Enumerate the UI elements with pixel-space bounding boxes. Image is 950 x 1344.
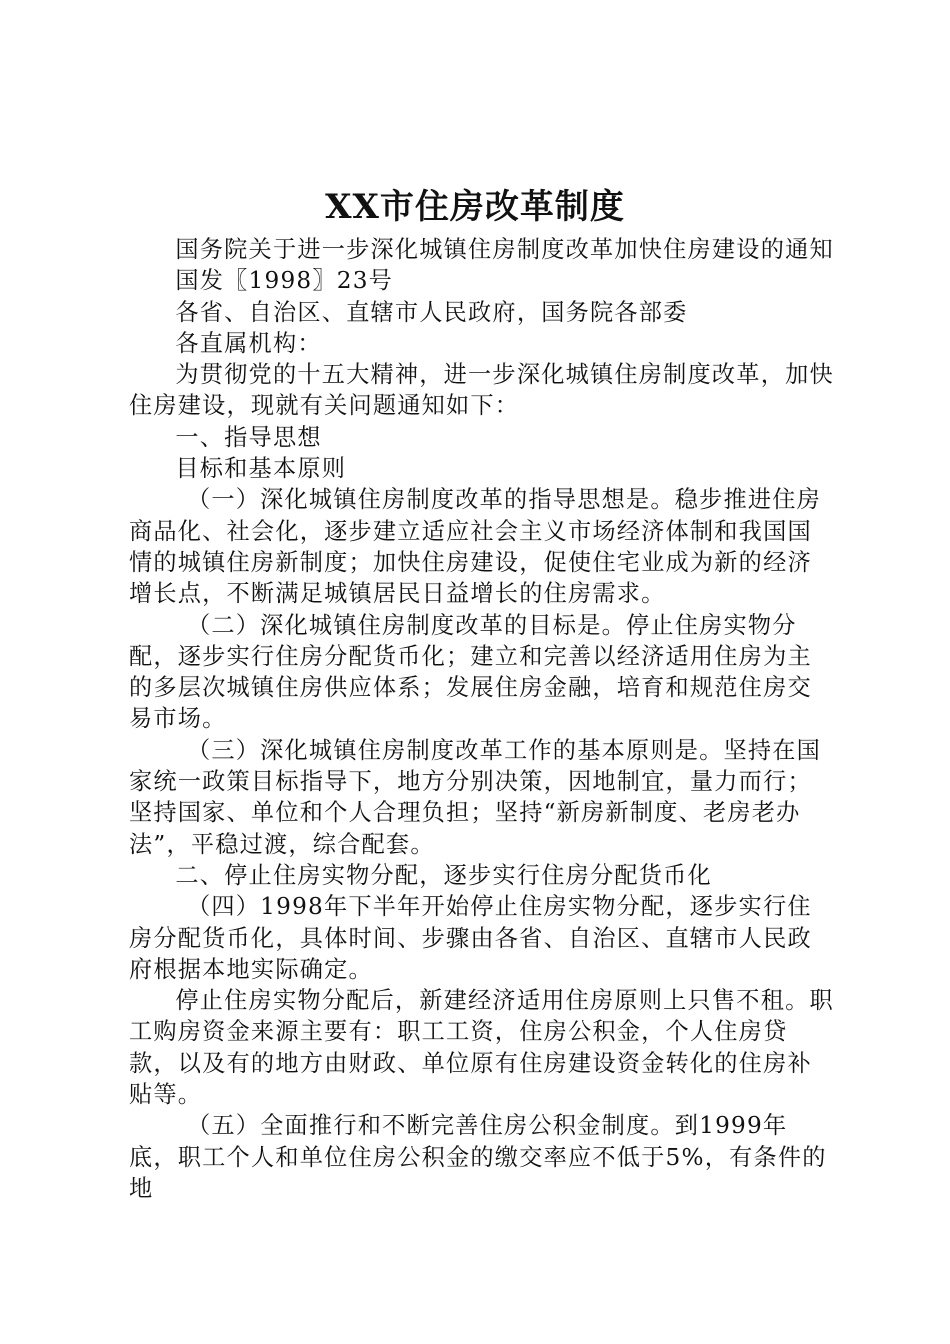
- section-heading: 二、停止住房实物分配，逐步实行住房分配货币化: [175, 861, 712, 889]
- paragraph: 国务院关于进一步深化城镇住房制度改革加快住房建设的通知: [175, 236, 834, 263]
- paragraph: 各省、自治区、直辖市人民政府，国务院各部委: [175, 298, 688, 326]
- paragraph: 各直属机构：: [175, 329, 322, 357]
- numbered-paragraph: （一）深化城镇住房制度改革的指导思想是。稳步推进住房商品化、社会化，逐步建立适应社会主义市场经济体制和我国国情的城镇住房新制度；加快住房建设，促使住宅业成为新的经济增长点，不断满足城镇居民日益增长的住房需求。: [129, 486, 822, 608]
- numbered-paragraph: （三）深化城镇住房制度改革工作的基本原则是。坚持在国家统一政策目标指导下，地方分别决策，因地制宜，量力而行；坚持国家、单位和个人合理负担；坚持“新房新制度、老房老办法”，平稳过渡，综合配套。: [129, 736, 822, 858]
- section-heading: 一、指导思想: [175, 423, 322, 451]
- section-heading: 目标和基本原则: [175, 455, 347, 483]
- document-body: [129, 234, 835, 1204]
- paragraph: 国发〖1998〗23号: [175, 267, 394, 295]
- numbered-paragraph: （五）全面推行和不断完善住房公积金制度。到1999年底，职工个人和单位住房公积金的缴交率应不低于5%，有条件的地: [129, 1112, 827, 1202]
- paragraph: 停止住房实物分配后，新建经济适用住房原则上只售不租。职工购房资金来源主要有：职工工资，住房公积金，个人住房贷款，以及有的地方由财政、单位原有住房建设资金转化的住房补贴等。: [129, 987, 834, 1109]
- document-title: XX市住房改革制度: [325, 187, 625, 227]
- numbered-paragraph: （二）深化城镇住房制度改革的目标是。停止住房实物分配，逐步实行住房分配货币化；建立和完善以经济适用住房为主的多层次城镇住房供应体系；发展住房金融，培育和规范住房交易市场。: [129, 611, 812, 733]
- numbered-paragraph: （四）1998年下半年开始停止住房实物分配，逐步实行住房分配货币化，具体时间、步骤由各省、自治区、直辖市人民政府根据本地实际确定。: [129, 893, 812, 983]
- paragraph: 为贯彻党的十五大精神，进一步深化城镇住房制度改革，加快住房建设，现就有关问题通知如下：: [129, 361, 834, 420]
